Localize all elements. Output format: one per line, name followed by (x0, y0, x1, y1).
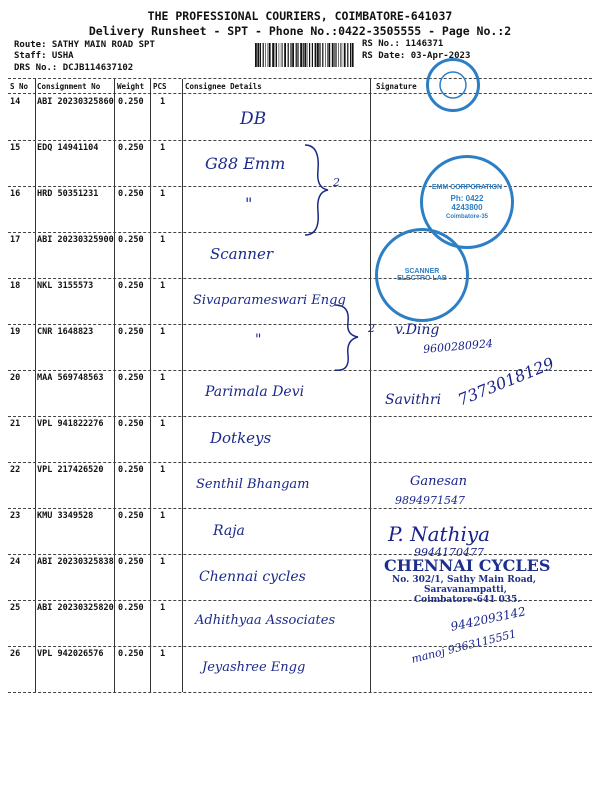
phone-20: 7373018129 (455, 353, 557, 410)
cell-pcs: 1 (160, 419, 166, 429)
phone-26: manoj 9363115551 (410, 627, 518, 666)
cell-weight: 0.250 (118, 373, 144, 383)
runsheet-line: Delivery Runsheet - SPT - Phone No.:0422-3505555 - Page No.:2 (88, 24, 512, 38)
stamp-address: Saravanampatti, (424, 585, 507, 595)
signature-22: Ganesan (410, 474, 467, 489)
cell-pcs: 1 (160, 649, 166, 659)
cell-sno: 23 (10, 511, 21, 521)
cell-weight: 0.250 (118, 649, 144, 659)
stamp-text: EMM CORPORATION (431, 184, 503, 191)
cell-weight: 0.250 (118, 419, 144, 429)
cell-weight: 0.250 (118, 143, 144, 153)
cell-sno: 25 (10, 603, 21, 613)
cell-weight: 0.250 (118, 603, 144, 613)
cell-weight: 0.250 (118, 465, 144, 475)
brace-mark (330, 300, 370, 375)
stamp-text: Ph: 0422 (450, 194, 484, 203)
cell-pcs: 1 (160, 327, 166, 337)
brace-mark (300, 140, 340, 240)
consignee-handwritten: Adhithyaa Associates (195, 613, 336, 628)
cell-pcs: 1 (160, 97, 166, 107)
stamp-text: Coimbatore-35 (445, 214, 488, 220)
cell-weight: 0.250 (118, 557, 144, 567)
stamp-name: CHENNAI CYCLES (384, 556, 551, 575)
signature-23: P. Nathiya (388, 522, 491, 546)
consignee-handwritten: Jeyashree Engg (202, 660, 306, 675)
table-row (8, 646, 592, 693)
col-consignee: Consignee Details (185, 82, 262, 91)
rs-number: RS No.: 1146371 (362, 39, 444, 49)
staff-label: Staff: USHA (14, 51, 74, 61)
cell-sno: 16 (10, 189, 21, 199)
scanner-electro-lab-stamp (375, 228, 469, 322)
table-row (8, 462, 592, 509)
stamp-text: SCANNER ELECTRO LAB (397, 268, 447, 282)
table-header-row (8, 79, 592, 94)
table-row (8, 416, 592, 463)
consignee-handwritten: Chennai cycles (199, 569, 306, 585)
cell-consignment: CNR 1648823 (37, 327, 94, 337)
consignee-handwritten: DB (240, 109, 267, 129)
cell-sno: 15 (10, 143, 21, 153)
cell-sno: 14 (10, 97, 21, 107)
consignee-handwritten: Parimala Devi (205, 384, 305, 400)
phone-25: 9442093142 (449, 604, 527, 634)
cell-pcs: 1 (160, 235, 166, 245)
consignee-handwritten: Sivaparameswari Engg (193, 293, 346, 308)
cell-consignment: EDQ 14941104 (37, 143, 99, 153)
stamp-text: 4243800 (451, 203, 483, 212)
cell-consignment: VPL 941822276 (37, 419, 104, 429)
phone-22: 9894971547 (395, 494, 465, 507)
consignee-handwritten: Scanner (210, 245, 273, 263)
cell-consignment: ABI 20230325820 (37, 603, 114, 613)
cell-pcs: 1 (160, 143, 166, 153)
consignee-handwritten: " (255, 332, 262, 348)
cell-consignment: ABI 20230325860 (37, 97, 114, 107)
route-label: Route: SATHY MAIN ROAD SPT (14, 40, 155, 50)
chennai-cycles-stamp (384, 556, 564, 605)
round-stamp-icon (426, 58, 480, 112)
consignee-handwritten: Dotkeys (210, 429, 272, 447)
table-row (8, 94, 592, 141)
cell-sno: 22 (10, 465, 21, 475)
cell-sno: 21 (10, 419, 21, 429)
cell-sno: 18 (10, 281, 21, 291)
col-signature: Signature (376, 82, 417, 91)
phone-23: 9944170477 (414, 546, 484, 559)
company-title: THE PROFESSIONAL COURIERS, COIMBATORE-641037 (147, 9, 453, 23)
col-pcs: PCS (153, 82, 167, 91)
table-row (8, 278, 592, 325)
consignee-handwritten: Raja (213, 523, 245, 539)
cell-consignment: HRD 50351231 (37, 189, 99, 199)
signature-19: v.Ding (395, 322, 440, 338)
col-weight: Weight (117, 82, 145, 91)
stamp-address: No. 302/1, Sathy Main Road, (392, 575, 536, 585)
cell-sno: 26 (10, 649, 21, 659)
stamp-address: Coimbatore-641 035. (414, 595, 521, 605)
drs-number: DRS No.: DCJB114637102 (14, 63, 134, 73)
brace-count: 2 (333, 176, 340, 189)
cell-weight: 0.250 (118, 97, 144, 107)
cell-pcs: 1 (160, 373, 166, 383)
cell-consignment: NKL 3155573 (37, 281, 94, 291)
cell-consignment: ABI 20230325838 (37, 557, 114, 567)
cell-weight: 0.250 (118, 327, 144, 337)
consignee-handwritten: G88 Emm (205, 154, 286, 173)
signature-20: Savithri (385, 392, 442, 408)
barcode-icon (255, 43, 355, 67)
rs-date: RS Date: 03-Apr-2023 (362, 51, 471, 61)
cell-consignment: MAA 569748563 (37, 373, 104, 383)
cell-pcs: 1 (160, 465, 166, 475)
cell-sno: 20 (10, 373, 21, 383)
cell-sno: 24 (10, 557, 21, 567)
cell-sno: 17 (10, 235, 21, 245)
cell-consignment: ABI 20230325900 (37, 235, 114, 245)
cell-weight: 0.250 (118, 511, 144, 521)
cell-pcs: 1 (160, 603, 166, 613)
cell-pcs: 1 (160, 557, 166, 567)
cell-sno: 19 (10, 327, 21, 337)
consignee-handwritten: Senthil Bhangam (196, 477, 310, 492)
phone-19: 9600280924 (422, 336, 494, 357)
col-consignment: Consignment No (37, 82, 101, 91)
cell-weight: 0.250 (118, 281, 144, 291)
cell-consignment: KMU 3349528 (37, 511, 94, 521)
brace-count: 2 (368, 322, 375, 335)
cell-pcs: 1 (160, 189, 166, 199)
cell-weight: 0.250 (118, 235, 144, 245)
cell-pcs: 1 (160, 511, 166, 521)
table-row (8, 508, 592, 555)
consignee-handwritten: " (245, 194, 253, 213)
col-sno: S No (10, 82, 29, 91)
cell-pcs: 1 (160, 281, 166, 291)
table-row (8, 324, 592, 371)
cell-consignment: VPL 942026576 (37, 649, 104, 659)
cell-weight: 0.250 (118, 189, 144, 199)
cell-consignment: VPL 217426520 (37, 465, 104, 475)
